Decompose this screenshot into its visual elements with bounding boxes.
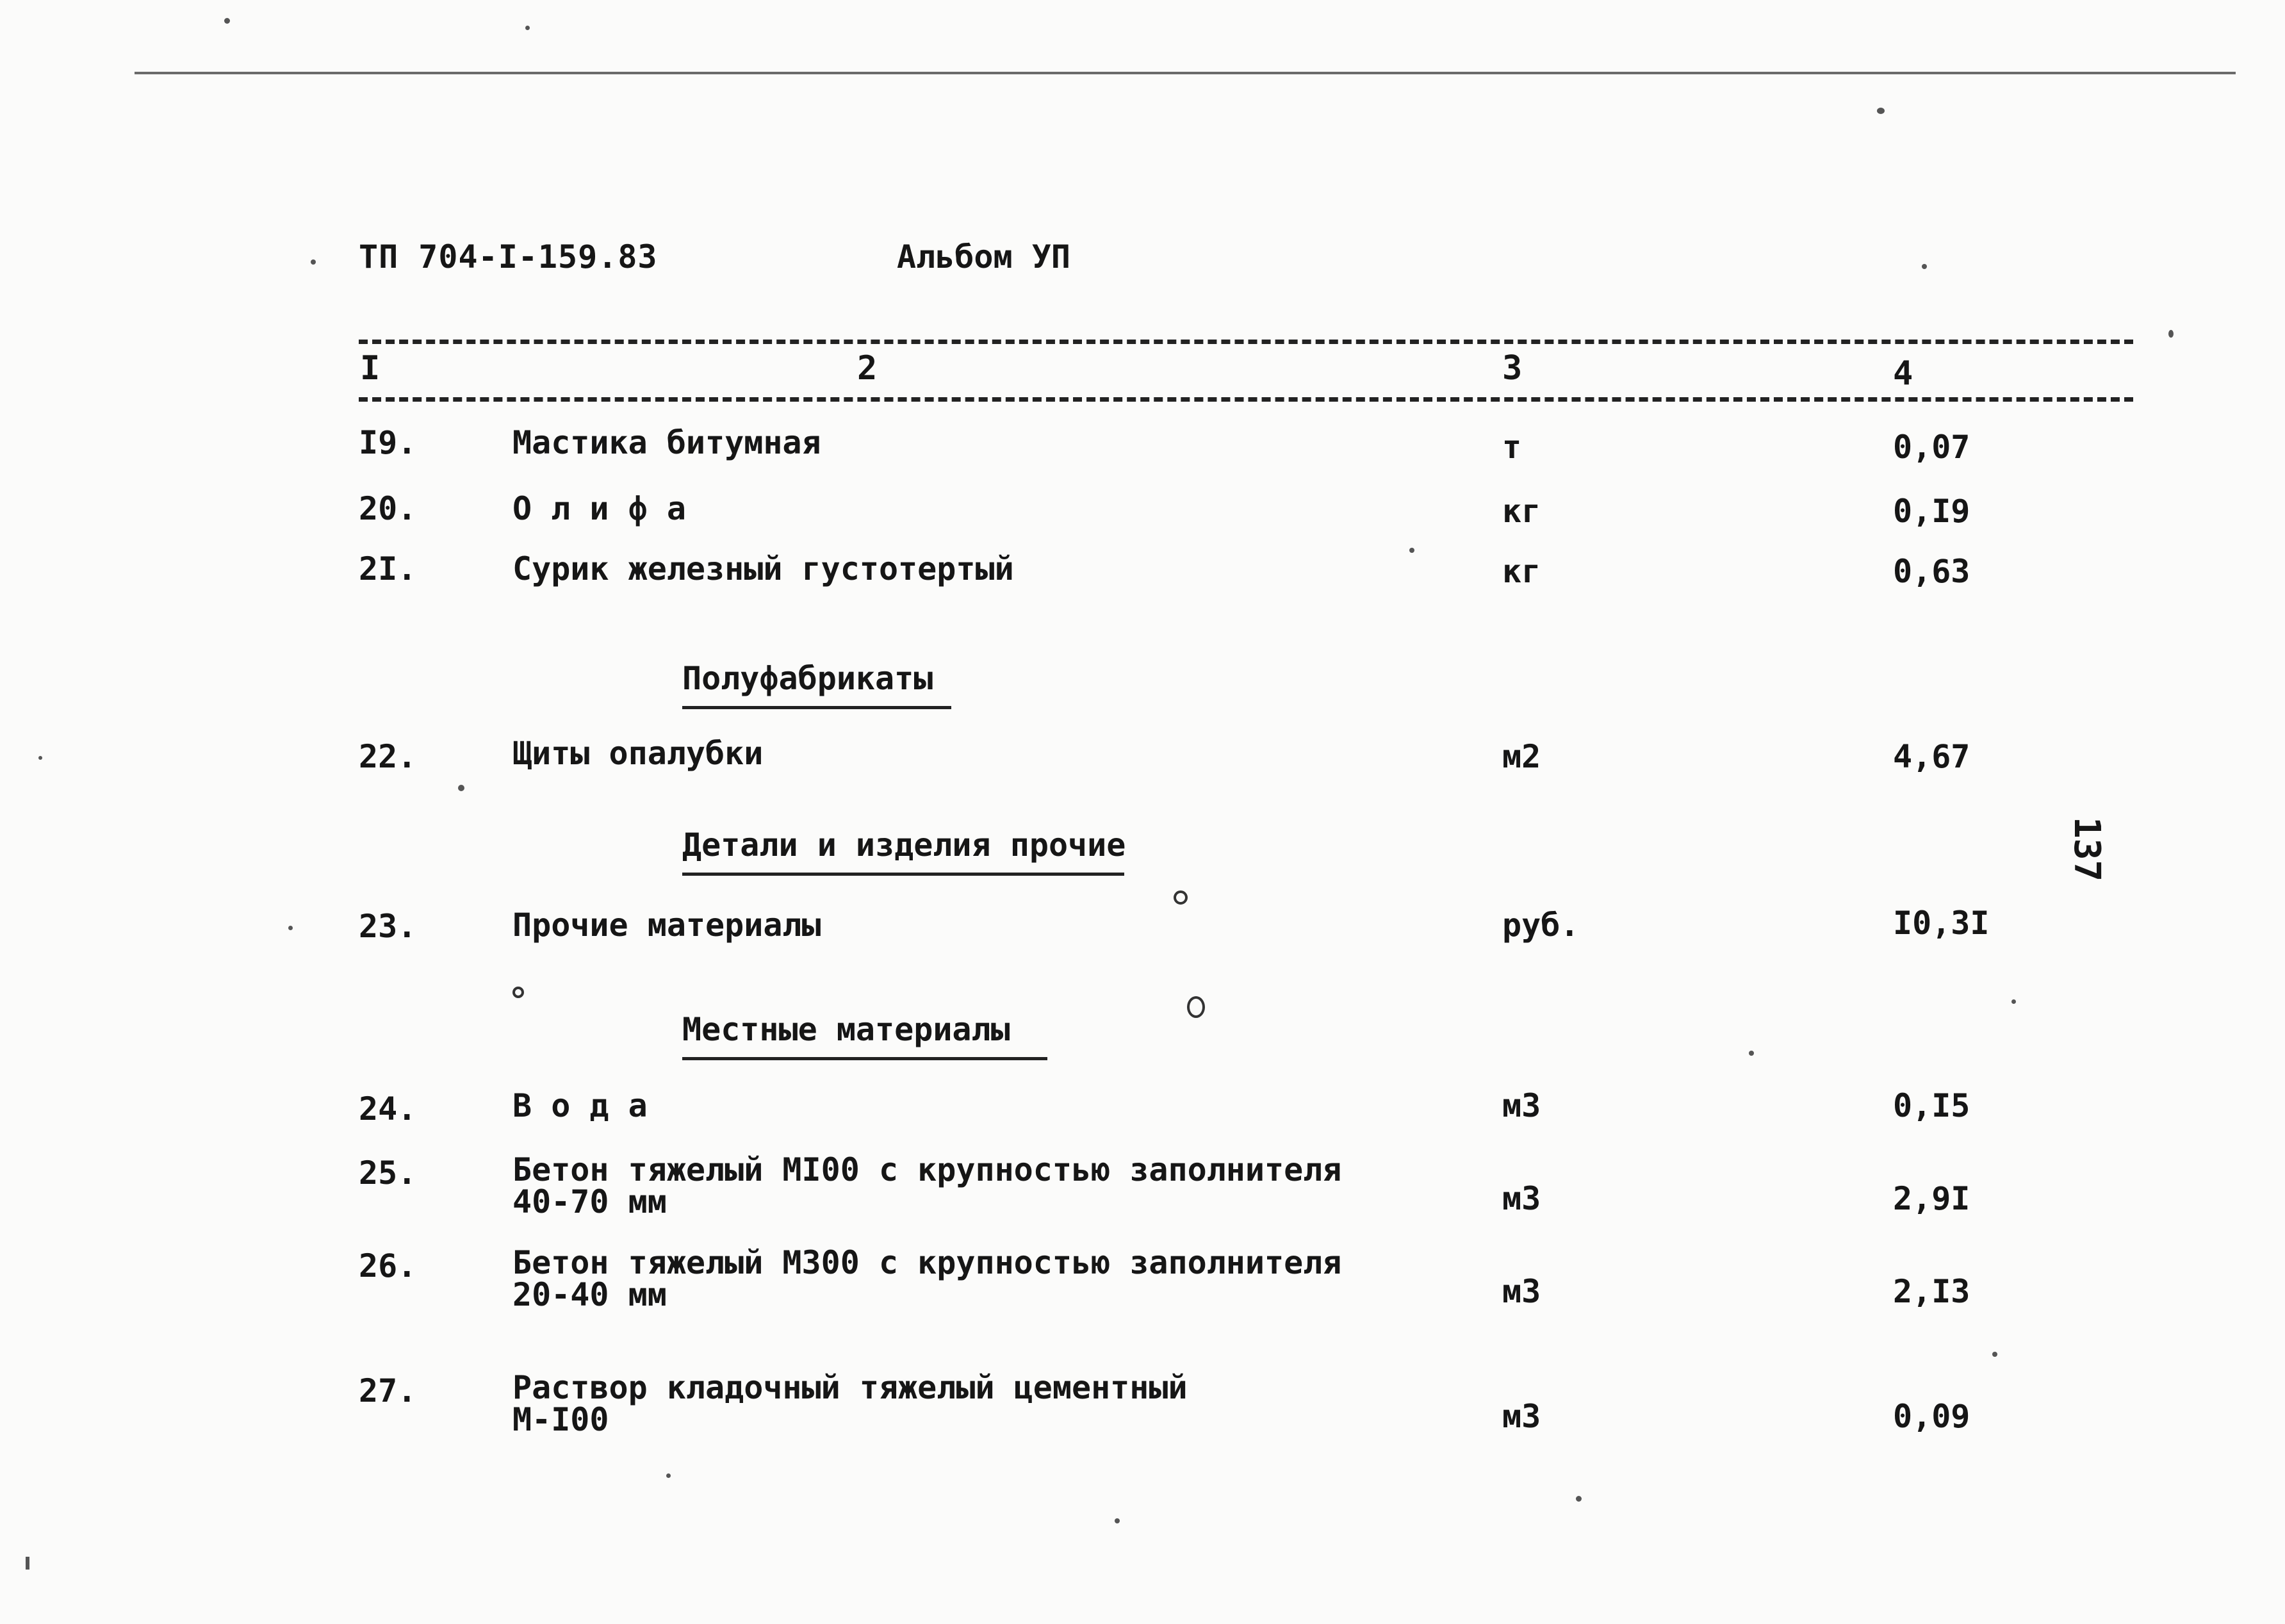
scan-speck	[38, 756, 42, 760]
row-material-name: Сурик железный густотертый	[512, 550, 1014, 587]
row-unit: м3	[1502, 1087, 1541, 1124]
row-number: I9.	[359, 424, 417, 461]
page-number-vertical: 137	[2066, 817, 2108, 882]
section-heading-local-materials: Местные материалы	[682, 1011, 1047, 1060]
scan-speck	[311, 259, 316, 265]
row-material-name: Щиты опалубки	[512, 735, 764, 772]
row-quantity: I0,3I	[1893, 905, 1990, 942]
row-number: 24.	[359, 1090, 417, 1128]
row-number: 27.	[359, 1372, 417, 1409]
scan-speck	[288, 926, 293, 930]
row-unit: кг	[1502, 493, 1541, 530]
row-material-name-line1: Бетон тяжелый МI00 с крупностью заполнителя	[512, 1151, 1342, 1188]
row-quantity: 2,9I	[1893, 1180, 1970, 1217]
column-number-1: I	[360, 349, 381, 388]
row-quantity: 2,I3	[1893, 1273, 1970, 1310]
column-number-4: 4	[1893, 354, 1913, 393]
row-number: 25.	[359, 1154, 417, 1192]
row-number: 26.	[359, 1247, 417, 1284]
row-material-name-line1: Раствор кладочный тяжелый цементный	[512, 1369, 1188, 1406]
scan-speck	[2168, 330, 2174, 338]
row-material-name-line1: Бетон тяжелый М300 с крупностью заполнителя	[512, 1244, 1342, 1281]
row-material-name: Мастика битумная	[512, 424, 821, 461]
scan-speck	[1576, 1496, 1582, 1502]
row-number: 20.	[359, 490, 417, 527]
row-unit: м3	[1502, 1398, 1541, 1435]
row-unit: м3	[1502, 1273, 1541, 1310]
row-unit: т	[1502, 429, 1522, 466]
document-code: ТП 704-I-159.83	[359, 238, 658, 275]
row-unit: руб.	[1502, 906, 1580, 944]
row-quantity: 0,07	[1893, 429, 1970, 466]
scan-speck	[26, 1557, 29, 1570]
scan-speck	[458, 785, 464, 791]
row-unit: м3	[1502, 1180, 1541, 1217]
scan-circle-mark	[1174, 890, 1188, 905]
table-header-bottom-rule	[359, 397, 2133, 402]
column-number-3: 3	[1502, 349, 1523, 388]
row-quantity: 4,67	[1893, 738, 1970, 775]
scan-speck	[1115, 1518, 1120, 1523]
scan-speck	[1992, 1352, 1997, 1357]
scan-circle-mark	[512, 987, 524, 998]
row-quantity: 0,63	[1893, 553, 1970, 590]
row-unit: м2	[1502, 738, 1541, 775]
table-header-top-rule	[359, 340, 2133, 344]
row-material-name: Прочие материалы	[512, 906, 821, 944]
row-quantity: 0,09	[1893, 1398, 1970, 1435]
row-quantity: 0,I9	[1893, 493, 1970, 530]
top-border-line	[135, 72, 2236, 74]
row-number: 22.	[359, 738, 417, 775]
scan-speck	[1749, 1051, 1754, 1056]
row-material-name-line2: 20-40 мм	[512, 1276, 667, 1313]
scan-speck	[1922, 264, 1927, 269]
row-unit: кг	[1502, 553, 1541, 590]
row-number: 2I.	[359, 550, 417, 587]
album-label: Альбом УП	[897, 238, 1070, 275]
scan-speck	[1877, 108, 1885, 114]
scan-speck	[525, 26, 530, 30]
column-number-2: 2	[857, 349, 878, 388]
section-heading-semifinished: Полуфабрикаты	[682, 660, 951, 709]
row-material-name-line2: 40-70 мм	[512, 1183, 667, 1220]
row-material-name: В о д а	[512, 1087, 648, 1124]
scan-speck	[224, 18, 230, 24]
row-material-name: О л и ф а	[512, 490, 686, 527]
row-material-name-line2: М-I00	[512, 1401, 609, 1438]
scan-speck	[666, 1473, 671, 1478]
scan-speck	[1409, 548, 1414, 553]
scan-circle-mark	[1187, 996, 1205, 1018]
scan-speck	[2011, 999, 2016, 1004]
row-number: 23.	[359, 908, 417, 945]
row-quantity: 0,I5	[1893, 1087, 1970, 1124]
section-heading-other-parts: Детали и изделия прочие	[682, 826, 1124, 876]
